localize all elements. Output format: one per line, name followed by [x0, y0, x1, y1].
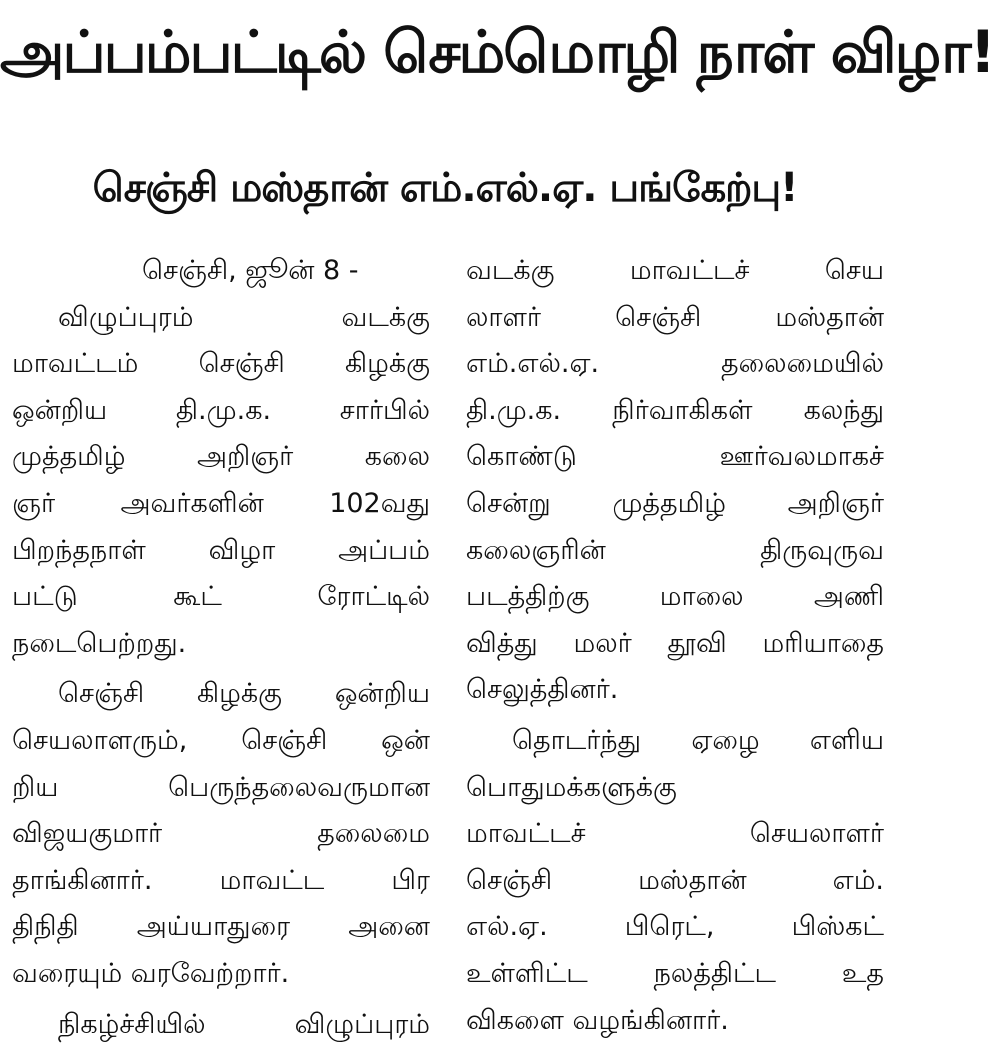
- body-line: திநிதி அய்யாதுரை அனை: [12, 904, 430, 951]
- body-line: ஞர் அவர்களின் 102வது: [12, 481, 430, 528]
- headline: அப்பம்பட்டில் செம்மொழி நாள் விழா!: [0, 6, 890, 98]
- body-line: படத்திற்கு மாலை அணி: [466, 574, 884, 621]
- body-line: செயலாளரும், செஞ்சி ஒன்: [12, 718, 430, 765]
- article-column-right: [466, 248, 884, 1044]
- body-line: செஞ்சி கிழக்கு ஒன்றிய: [12, 671, 430, 718]
- body-line: மாவட்டம் செஞ்சி கிழக்கு: [12, 341, 430, 388]
- body-line: செலுத்தினர்.: [466, 667, 884, 714]
- body-line: வரையும் வரவேற்றார்.: [12, 951, 430, 998]
- body-line: ஒன்றிய தி.மு.க. சார்பில்: [12, 388, 430, 435]
- body-line: தி.மு.க. நிர்வாகிகள் கலந்து: [466, 388, 884, 435]
- body-line: கொண்டு ஊர்வலமாகச்: [466, 434, 884, 481]
- body-line: கலைஞரின் திருவுருவ: [466, 528, 884, 575]
- body-line: செஞ்சி மஸ்தான் எம்.: [466, 858, 884, 905]
- dateline: செஞ்சி, ஜூன் 8 -: [12, 248, 430, 295]
- body-line: எம்.எல்.ஏ. தலைமையில்: [466, 341, 884, 388]
- body-line: உள்ளிட்ட நலத்திட்ட உத: [466, 951, 884, 998]
- body-line: சென்று முத்தமிழ் அறிஞர்: [466, 481, 884, 528]
- body-line: முத்தமிழ் அறிஞர் கலை: [12, 434, 430, 481]
- article-column-left: [12, 248, 430, 1048]
- body-line: வடக்கு மாவட்டச் செய: [466, 248, 884, 295]
- body-line: விழுப்புரம் வடக்கு: [12, 295, 430, 342]
- body-line: தாங்கினார். மாவட்ட பிர: [12, 858, 430, 905]
- body-line: எல்.ஏ. பிரெட், பிஸ்கட்: [466, 904, 884, 951]
- body-line: விகளை வழங்கினார்.: [466, 998, 884, 1045]
- body-line: றிய பெருந்தலைவருமான: [12, 765, 430, 812]
- body-line: விஜயகுமார் தலைமை: [12, 811, 430, 858]
- body-line: பொதுமக்களுக்கு: [466, 765, 884, 812]
- subheadline: செஞ்சி மஸ்தான் எம்.எல்.ஏ. பங்கேற்பு!: [0, 156, 890, 220]
- body-line: லாளர் செஞ்சி மஸ்தான்: [466, 295, 884, 342]
- body-line: நிகழ்ச்சியில் விழுப்புரம்: [12, 1002, 430, 1048]
- body-line: பிறந்தநாள் விழா அப்பம்: [12, 528, 430, 575]
- body-line: மாவட்டச் செயலாளர்: [466, 811, 884, 858]
- body-line: தொடர்ந்து ஏழை எளிய: [466, 718, 884, 765]
- body-line: பட்டு கூட் ரோட்டில்: [12, 574, 430, 621]
- body-line: வித்து மலர் தூவி மரியாதை: [466, 621, 884, 668]
- body-line: நடைபெற்றது.: [12, 621, 430, 668]
